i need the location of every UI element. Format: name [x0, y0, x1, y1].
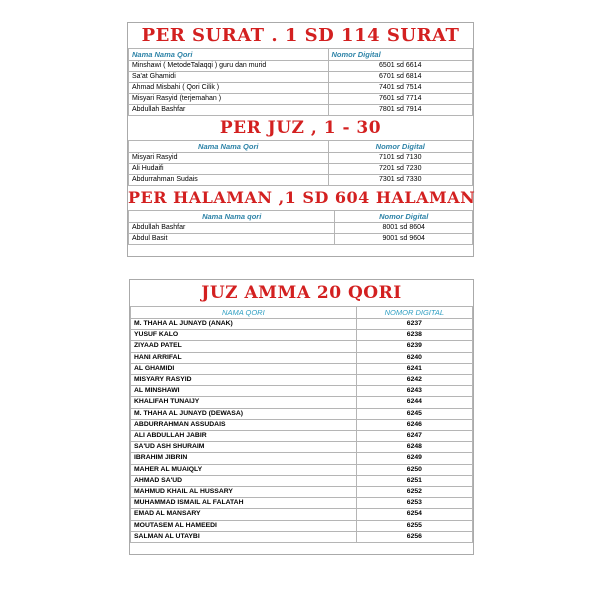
- per-surat-title: PER SURAT . 1 SD 114 SURAT: [141, 25, 460, 46]
- qori-name: EMAD AL MANSARY: [131, 509, 357, 520]
- juz-amma-table: [130, 306, 473, 543]
- digital-number: 6239: [356, 341, 472, 352]
- digital-number: 7601 sd 7714: [328, 94, 472, 105]
- digital-number: 6243: [356, 386, 472, 397]
- table-row: [129, 164, 473, 175]
- table-row: [131, 442, 473, 453]
- qori-name: MAHER AL MUAIQLY: [131, 464, 357, 475]
- qori-name: MUHAMMAD ISMAIL AL FALATAH: [131, 498, 357, 509]
- qori-name: ZIYAAD PATEL: [131, 341, 357, 352]
- digital-number: 7301 sd 7330: [328, 175, 472, 186]
- per-juz-title: PER JUZ , 1 - 30: [219, 118, 382, 138]
- table-header-row: [129, 211, 473, 223]
- table-row: [131, 397, 473, 408]
- table-row: [131, 319, 473, 330]
- per-surat-table: [128, 48, 473, 116]
- digital-number: 6253: [356, 498, 472, 509]
- qori-name: ABDURRAHMAN ASSUDAIS: [131, 419, 357, 430]
- table-header-row: [129, 49, 473, 61]
- qori-name: Abdul Basit: [129, 234, 335, 245]
- table-row: [131, 363, 473, 374]
- digital-number: 6701 sd 6814: [328, 72, 472, 83]
- qori-name: AL MINSHAWI: [131, 386, 357, 397]
- qori-name: Ahmad Misbahi ( Qori Cilik ): [129, 83, 329, 94]
- col-header-name: Nama Nama Qori: [129, 141, 329, 153]
- table-row: [131, 341, 473, 352]
- qori-name: MISYARY RASYID: [131, 375, 357, 386]
- digital-number: 6247: [356, 431, 472, 442]
- table-row: [131, 487, 473, 498]
- table-row: [129, 83, 473, 94]
- table-row: [131, 386, 473, 397]
- digital-number: 7801 sd 7914: [328, 105, 472, 116]
- table-row: [129, 72, 473, 83]
- digital-number: 6254: [356, 509, 472, 520]
- digital-number: 6248: [356, 442, 472, 453]
- qori-name: MOUTASEM AL HAMEEDI: [131, 520, 357, 531]
- digital-number: 6244: [356, 397, 472, 408]
- qori-name: AHMAD SA'UD: [131, 475, 357, 486]
- per-halaman-title: PER HALAMAN ,1 SD 604 HALAMAN: [128, 188, 476, 207]
- qori-name: YUSUF KALO: [131, 330, 357, 341]
- digital-number: 8001 sd 8604: [335, 223, 473, 234]
- qori-name: ALI ABDULLAH JABIR: [131, 431, 357, 442]
- digital-number: 6240: [356, 352, 472, 363]
- digital-number: 7101 sd 7130: [328, 153, 472, 164]
- digital-number: 6241: [356, 363, 472, 374]
- table-row: [131, 464, 473, 475]
- digital-number: 6255: [356, 520, 472, 531]
- table-row: [129, 175, 473, 186]
- qori-name: SA'UD ASH SHURAIM: [131, 442, 357, 453]
- digital-number: 6501 sd 6614: [328, 61, 472, 72]
- table-row: [131, 408, 473, 419]
- table-row: [131, 419, 473, 430]
- digital-number: 6242: [356, 375, 472, 386]
- table-header-row: [131, 307, 473, 319]
- juz-amma-panel: [129, 279, 474, 555]
- digital-number: 6251: [356, 475, 472, 486]
- per-halaman-table: [128, 210, 473, 245]
- table-row: [129, 234, 473, 245]
- col-header-code: Nomor Digital: [335, 211, 473, 223]
- qori-name: Minshawi ( MetodeTalaqqi ) guru dan murid: [129, 61, 329, 72]
- digital-number: 6246: [356, 419, 472, 430]
- qori-name: IBRAHIM JIBRIN: [131, 453, 357, 464]
- qori-name: Abdurrahman Sudais: [129, 175, 329, 186]
- qori-name: Ali Hudaifi: [129, 164, 329, 175]
- table-row: [131, 330, 473, 341]
- table-row: [131, 531, 473, 542]
- table-row: [129, 153, 473, 164]
- qori-name: Sa'at Ghamidi: [129, 72, 329, 83]
- col-header-name: Nama Nama qori: [129, 211, 335, 223]
- qori-name: M. THAHA AL JUNAYD (ANAK): [131, 319, 357, 330]
- digital-number: 6238: [356, 330, 472, 341]
- col-header-name: Nama Nama Qori: [129, 49, 329, 61]
- qori-name: Misyari Rasyid (terjemahan ): [129, 94, 329, 105]
- digital-number: 6245: [356, 408, 472, 419]
- table-row: [129, 223, 473, 234]
- col-header-code: Nomor Digital: [328, 49, 472, 61]
- digital-number: 9001 sd 9604: [335, 234, 473, 245]
- qori-name: M. THAHA AL JUNAYD (DEWASA): [131, 408, 357, 419]
- table-row: [131, 453, 473, 464]
- table-row: [131, 375, 473, 386]
- qori-name: HANI ARRIFAL: [131, 352, 357, 363]
- col-header-code: Nomor Digital: [328, 141, 472, 153]
- table-row: [131, 352, 473, 363]
- digital-number: 6237: [356, 319, 472, 330]
- col-header-name: NAMA QORI: [131, 307, 357, 319]
- juz-amma-title: JUZ AMMA 20 QORI: [201, 283, 402, 303]
- qori-name: AL GHAMIDI: [131, 363, 357, 374]
- digital-number: 7201 sd 7230: [328, 164, 472, 175]
- table-row: [131, 498, 473, 509]
- digital-number: 6252: [356, 487, 472, 498]
- digital-number: 7401 sd 7514: [328, 83, 472, 94]
- per-juz-table: [128, 140, 473, 186]
- table-row: [129, 105, 473, 116]
- digital-number: 6256: [356, 531, 472, 542]
- table-row: [129, 61, 473, 72]
- col-header-code: NOMOR DIGITAL: [356, 307, 472, 319]
- table-header-row: [129, 141, 473, 153]
- table-row: [129, 94, 473, 105]
- table-row: [131, 509, 473, 520]
- qori-name: KHALIFAH TUNAIJY: [131, 397, 357, 408]
- digital-number: 6249: [356, 453, 472, 464]
- qori-name: MAHMUD KHAIL AL HUSSARY: [131, 487, 357, 498]
- qori-panel-top: [127, 22, 474, 257]
- table-row: [131, 475, 473, 486]
- qori-name: Misyari Rasyid: [129, 153, 329, 164]
- qori-name: SALMAN AL UTAYBI: [131, 531, 357, 542]
- qori-name: Abdullah Bashfar: [129, 105, 329, 116]
- table-row: [131, 431, 473, 442]
- digital-number: 6250: [356, 464, 472, 475]
- table-row: [131, 520, 473, 531]
- qori-name: Abdullah Bashfar: [129, 223, 335, 234]
